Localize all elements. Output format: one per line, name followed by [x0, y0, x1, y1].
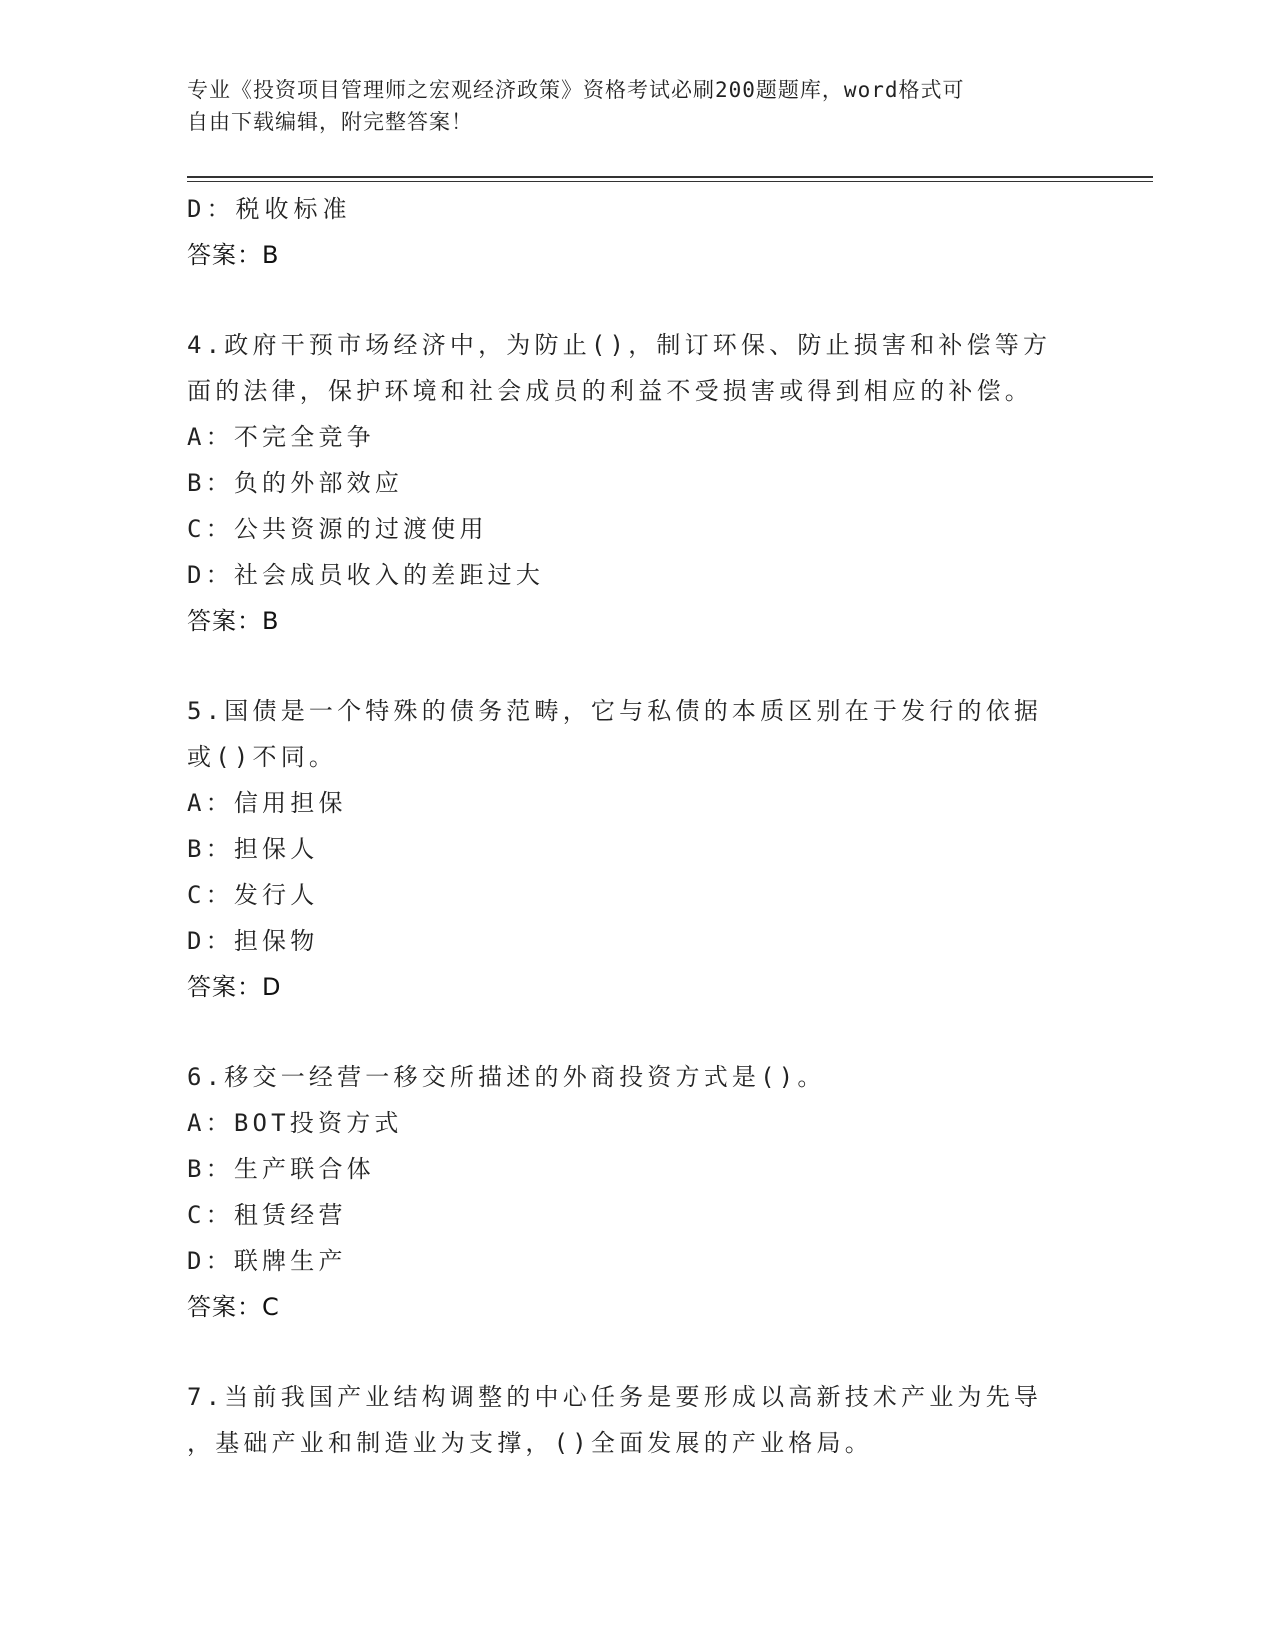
question-5 — [187, 688, 1067, 1010]
question-list — [187, 186, 1067, 1466]
question-stem-line: 5.国债是一个特殊的债务范畴，它与私债的本质区别在于发行的依据 — [187, 697, 1043, 725]
question-stem-line: 4.政府干预市场经济中，为防止()，制订环保、防止损害和补偿等方 — [187, 331, 1052, 359]
header-line-2: 自由下载编辑，附完整答案！ — [187, 110, 473, 134]
page-header — [187, 74, 1067, 138]
option-c: C：发行人 — [187, 881, 319, 909]
spacer — [187, 1010, 1067, 1054]
question-6 — [187, 1054, 1067, 1330]
question-stem-line: 6.移交一经营一移交所描述的外商投资方式是()。 — [187, 1063, 826, 1091]
option-b: B：担保人 — [187, 835, 319, 863]
option-d: D：税收标准 — [187, 195, 352, 223]
question-3-tail — [187, 186, 1067, 278]
option-a: A：不完全竞争 — [187, 423, 375, 451]
question-7 — [187, 1374, 1067, 1466]
spacer — [187, 1330, 1067, 1374]
option-c: C：公共资源的过渡使用 — [187, 515, 488, 543]
option-c: C：租赁经营 — [187, 1201, 347, 1229]
answer-line: 答案：D — [187, 973, 282, 1001]
header-line-1: 专业《投资项目管理师之宏观经济政策》资格考试必刷200题题库，word格式可 — [187, 78, 965, 102]
question-4 — [187, 322, 1067, 644]
spacer — [187, 644, 1067, 688]
question-stem-line: 7.当前我国产业结构调整的中心任务是要形成以高新技术产业为先导 — [187, 1383, 1043, 1411]
question-stem-line: ，基础产业和制造业为支撑，()全面发展的产业格局。 — [187, 1429, 873, 1457]
spacer — [187, 278, 1067, 322]
answer-line: 答案：B — [187, 241, 280, 269]
question-stem-line: 或()不同。 — [187, 743, 338, 771]
option-d: D：社会成员收入的差距过大 — [187, 561, 545, 589]
question-stem-line: 面的法律，保护环境和社会成员的利益不受损害或得到相应的补偿。 — [187, 377, 1033, 405]
option-d: D：联牌生产 — [187, 1247, 347, 1275]
answer-line: 答案：B — [187, 607, 280, 635]
option-b: B：负的外部效应 — [187, 469, 404, 497]
header-rule-thick — [187, 176, 1153, 178]
option-a: A：BOT投资方式 — [187, 1109, 403, 1137]
option-a: A：信用担保 — [187, 789, 347, 817]
header-rule-thin — [187, 181, 1153, 182]
option-b: B：生产联合体 — [187, 1155, 375, 1183]
option-d: D：担保物 — [187, 927, 319, 955]
answer-line: 答案：C — [187, 1293, 280, 1321]
